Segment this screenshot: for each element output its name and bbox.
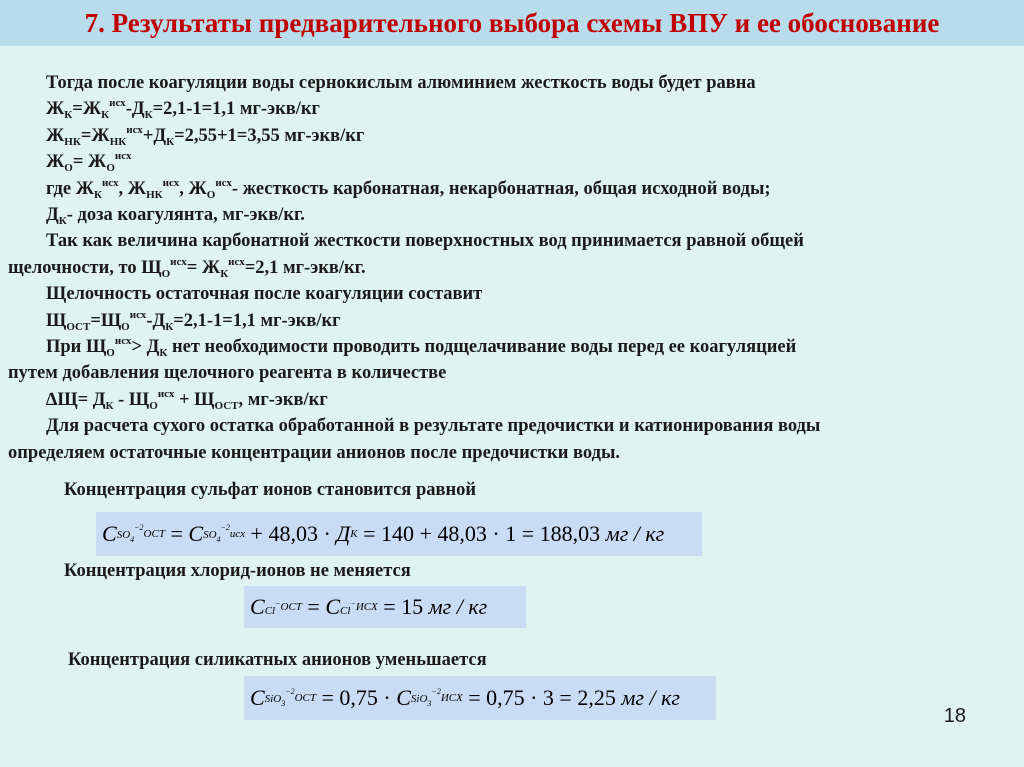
title-bar [0, 0, 1024, 46]
text-line: $Щ_{ОСТ}=Щ_О^{исх}-Д_К=2,1-1=1,1$ мг-экв/кг [46, 308, 341, 333]
text-line: путем добавления щелочного реагента в количестве [8, 363, 447, 384]
text-line: При $Щ_О^{исх}> Д_К$ нет необходимости проводить подщелачивание воды перед ее коагуляцией [46, 335, 797, 360]
text-line: $Д_К-$ доза коагулянта, мг-экв/кг. [46, 205, 305, 228]
text-line: Так как величина карбонатной жесткости поверхностных вод принимается равной общей [46, 231, 804, 252]
text-line: определяем остаточные концентрации анионов после предочистки воды. [8, 442, 621, 463]
text-line: Для расчета сухого остатка обработанной в результате предочистки и катионирования воды [46, 416, 821, 437]
text-line: $Ж_О= Ж_О^{исх}$ [46, 150, 132, 175]
sulfate-label: Концентрация сульфат ионов становится равной [64, 480, 477, 500]
body-text [8, 70, 1008, 466]
text-line: $Ж_{НК}=Ж_{НК}^{исх}+Д_К=2,55+1=3,55$ мг-экв/кг [46, 123, 365, 148]
text-line: где $Ж_К^{исх}$, $Ж_{НК}^{исх}$, $Ж_О^{исх}-$ жесткость карбонатная, некарбонатная, общая исходной воды; [46, 176, 771, 201]
text-line: щелочности, то $Щ_О^{исх}= Ж_К^{исх}=2,1$ мг-экв/кг. [8, 255, 366, 280]
silicate-label: Концентрация силикатных анионов уменьшается [68, 650, 487, 670]
chloride-formula: C Cl− ОСТ = C Cl− ИСХ = 15 мг / кг [244, 586, 526, 628]
text-line: $\Delta Щ= Д_К - Щ_О^{исх} + Щ_{ОСТ}$, мг-экв/кг [46, 387, 328, 412]
sulfate-formula: C $SO_4^{-2}$ ОСТ = C $SO_4^{-2}$ исх + 48,03 · Д К = 140 + 48,03 · 1 = 188,03 мг / кг [96, 512, 702, 556]
chloride-label: Концентрация хлорид-ионов не меняется [64, 561, 411, 581]
slide-title: 7. Результаты предварительного выбора схемы ВПУ и ее обоснование [84, 7, 940, 38]
silicate-formula: C SiO$_3^{-2}$ ОСТ = 0,75 · C SiO$_3^{-2}$ ИСХ = 0,75 · 3 = 2,25 мг / кг [244, 676, 716, 720]
text-line: Тогда после коагуляции воды сернокислым алюминием жесткость воды будет равна [46, 73, 756, 93]
page-number: 18 [943, 705, 966, 727]
text-line: Щелочность остаточная после коагуляции составит [46, 284, 483, 305]
text-line: $Ж_К=Ж_К^{исх}-Д_К=2,1-1=1,1$ мг-экв/кг [46, 97, 320, 122]
